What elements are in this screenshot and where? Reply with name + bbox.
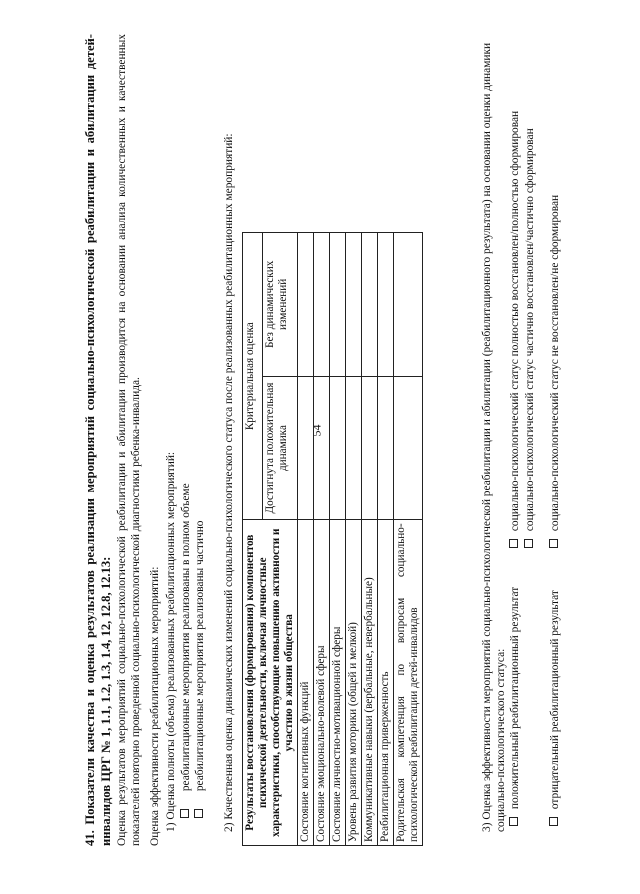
table-row	[346, 233, 362, 846]
positive-full-label: социально-психологический статус полностью восстановлен/полностью сформирован	[509, 110, 521, 532]
table-cell-positive[interactable]	[394, 376, 423, 520]
table-row	[314, 233, 330, 846]
table-row-label: Состояние эмоционально-волевой сферы	[314, 520, 330, 846]
evaluation-table	[242, 232, 423, 846]
checkbox-positive-result[interactable]	[509, 817, 518, 826]
table-cell-nochange[interactable]	[298, 233, 314, 377]
negative-none-option	[548, 195, 562, 548]
checkbox-negative-result[interactable]	[549, 817, 558, 826]
table-cell-nochange[interactable]	[378, 233, 394, 377]
table-row-label: Состояние когнитивных функций	[298, 520, 314, 846]
intro-paragraph: Оценка результатов мероприятий социально-психологической реабилитации и абилитации производится на основании анализа количественных и качественных показателей повторно проведенной социально-психологической диагностики ребенка-инвалида.	[116, 34, 142, 846]
positive-result-option	[508, 587, 522, 826]
positive-result-label: положительный реабилитационный результат	[509, 586, 521, 810]
table-row	[298, 233, 314, 846]
table-row	[330, 233, 346, 846]
table-cell-nochange[interactable]	[394, 233, 423, 377]
table-row-label: Уровень развития моторики (общей и мелкой)	[346, 520, 362, 846]
checkbox-status-none[interactable]	[549, 539, 558, 548]
table-cell-positive[interactable]	[362, 376, 378, 520]
table-header-row	[243, 233, 263, 846]
section-heading: 41. Показатели качества и оценка результатов реализации мероприятий социально-психологической реабилитации и абилитации детей-инвалидов ЦРГ № 1, 1.1, 1.2, 1.3, 1.4, 12, 12.8, 12.13:	[83, 34, 113, 846]
rotated-content	[82, 34, 562, 846]
table-row	[378, 233, 394, 846]
negative-result-option	[548, 590, 562, 826]
positive-partial-label: социально-психологический статус частично восстановлен/частично сформирован	[524, 128, 536, 532]
checkbox-status-partial[interactable]	[524, 539, 533, 548]
table-cell-nochange[interactable]	[330, 233, 346, 377]
negative-result-label: отрицательный реабилитационный результат	[549, 590, 561, 810]
completeness-option-full	[179, 6, 193, 846]
table-cell-positive[interactable]	[298, 376, 314, 520]
table-row-label: Родительская компетенция по вопросам социально-психологической реабилитации детей-инвалидов	[394, 520, 423, 846]
positive-full-option	[508, 111, 522, 548]
table-cell-positive[interactable]	[378, 376, 394, 520]
section2-label: 2) Качественная оценка динамических изменений социально-психологического статуса после реализованных реабилитационных мероприятий:	[223, 133, 235, 832]
page-number: 54	[309, 424, 324, 437]
table-row	[394, 233, 423, 846]
evaluation-item-1: 1) Оценка полноты (объема) реализованных реабилитационных мероприятий:	[165, 451, 177, 832]
completeness-option-partial	[193, 6, 207, 846]
table-main-header: Результаты восстановления (формирования) компонентов психической деятельности, включая личностные характеристики, способствующие повышению активности и участию в жизни общества	[243, 520, 298, 846]
table-cell-positive[interactable]	[346, 376, 362, 520]
completeness-option-partial-label: реабилитационные мероприятия реализованы частично	[194, 520, 206, 792]
table-cell-nochange[interactable]	[362, 233, 378, 377]
table-row-label: Коммуникативные навыки (вербальные, невербальные)	[362, 520, 378, 846]
checkbox-full[interactable]	[180, 809, 189, 818]
positive-partial-option	[523, 128, 537, 548]
section3-label: 3) Оценка эффективности мероприятий социально-психологической реабилитации и абилитации (реабилитационного результата) на основании оценки динамики социально-психологического статуса:	[481, 42, 507, 832]
table-row-label: Реабилитационная приверженность	[378, 520, 394, 846]
table-cell-positive[interactable]	[314, 376, 330, 520]
table-col-positive-header: Достигнута положительная динамика	[262, 376, 297, 520]
table-group-header: Критериальная оценка	[243, 233, 263, 520]
table-row-label: Состояние личностно-мотивационной сферы	[330, 520, 346, 846]
table-cell-nochange[interactable]	[346, 233, 362, 377]
completeness-option-full-label: реабилитационные мероприятия реализованы в полном объеме	[180, 483, 192, 792]
table-cell-positive[interactable]	[330, 376, 346, 520]
negative-none-label: социально-психологический статус не восстановлен/не сформирован	[549, 194, 561, 532]
table-row	[362, 233, 378, 846]
table-cell-nochange[interactable]	[314, 233, 330, 377]
checkbox-partial[interactable]	[194, 809, 203, 818]
evaluation-label: Оценка эффективности реабилитационных мероприятий:	[149, 566, 161, 846]
table-col-nochange-header: Без динамических изменений	[262, 233, 297, 377]
checkbox-status-full[interactable]	[509, 539, 518, 548]
